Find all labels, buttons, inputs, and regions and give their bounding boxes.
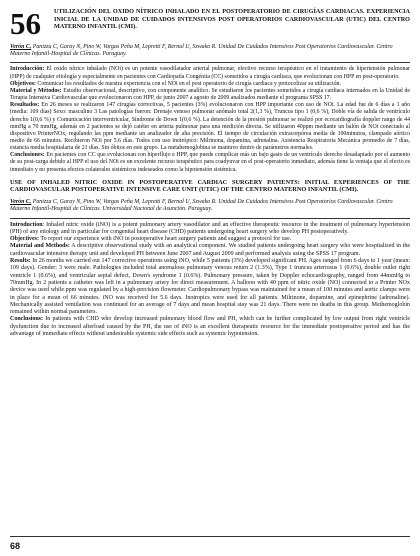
section-material-methods — [10, 243, 410, 258]
section-label: Introducción: — [10, 66, 45, 73]
section-text: En 26 meses se realizaron 147 cirugías correctivas, 5 pacientes (3%) evolucionaron con HPP importante con uso de NOi. La edad fue de 6 días a 1 año (media: 109 días) Sexo: masculino 3 Las patologías fueron: Drenaje venoso pulmonar anómalo total 2(1,3 %), Truncus tipo 1 (0,6 %), Doble vía de salida de ventrículo derecho 1(0,6 %) y Comunicación interventricular, Síndrome de Down 1(0,6 %). La detención de la presión pulmonar se realizó por ecocardiografía doppler rango de 44 mmHg a 70 mmHg, además en 2 pacientes se dejó catéter en arteria pulmonar para una medición directa. Se utilizaron 40ppm mediante un balón de NOi conectado al dispositivo PrinterNOx, regulando las ppm mediante un analizador de alta precisión. El tiempo de circulación extracorpórea media de 100minutos, clampado aórtico medio de 66 minutos. Recibieron NOi por 5.6 días. Todos con uso inotrópico: Milrinona, dopamina, adrenalina. Asistencia Respiratoria Mecánica promedio de 7 días, estancia media hospitalaria de 21 días. Sin óbitos en este grupo. La metahemoglobina se mantuvo dentro de parámetros normales. — [10, 102, 410, 152]
section-text: Estudio observacional, descriptivo, con componente analítico. Se estudiaron los pacientes sometidos a cirugía cardiaca internados en la Unidad de Terapia Intensiva Cardiovascular que evolucionaron con HPP, de junio 2007 a agosto de 2009 analizados mediante el programa SPSS 17. — [10, 87, 410, 102]
section-label: Objectives: — [10, 236, 39, 243]
section-label: Objetivos: — [10, 80, 36, 87]
section-resultados — [10, 102, 410, 152]
abstract-english — [10, 222, 410, 339]
author-list: Panizza C, Garay N, Pino W, Vargas Peña M, Lepretti F, Bernal U, Szwako R. Unidad De Cuidados Intensivos Post Operatorios Cardiovascular. Centro Materno Infantil-Hospital de Clínicas. Universidad Nacional de Asunción. Paraguay. — [10, 199, 393, 213]
section-label: Conclusions: — [10, 316, 44, 323]
article-header — [10, 8, 410, 39]
section-label: Introduction — [10, 221, 43, 228]
section-text: In patients with CHD who develop increased pulmonary blood flow and PH, which can be further complicated by low output from right ventricle dysfunction due to increased afterload caused by the PH, the use of iNO is an excellent therapeutic resource for the immediate postoperative period and has the advantage of immediate effects without undesirable systemic side effects such as systemic hypotension. — [10, 316, 410, 338]
section-objectives — [10, 236, 410, 243]
section-label: Material y Métodos: — [10, 87, 62, 94]
section-label: Resultados: — [10, 102, 40, 109]
author-list: Panizza C, Garay N, Pino W, Vargas Peña M, Lepretti F, Bernal U, Szwako R. Unidad De Cuidados Intensivos Post Operatorios Cardiovascular. Centro Materno Infantil-Hospital de Clínicas. Paraguay. — [10, 44, 393, 58]
authors-spanish — [10, 44, 410, 58]
section-conclusiones — [10, 152, 410, 173]
page-footer — [10, 536, 410, 551]
section-text: : Inhaled nitric oxide (iNO) is a potent pulmonary artery vasodilator and an effective therapeutic resource in the treatment of pulmonary hypertension (PH) of any etiology and in particular for congenital heart disease (CHD) patients undergoing heart surgery who develop PH postoperatively. — [10, 221, 410, 235]
section-text: En pacientes con CC que evolucionan con hiperflujo e HPP, que puede complicar más un bajo gasto de un ventrículo derecho desadaptado por el aumento de su post-carga debido al HPP el uso del NOi es un excelente recurso terapéutico para coadyuvar en el post-operatorio inmediato, además tiene la ventaja que el efecto es inmediato y no presenta efectos colaterales sistémicos indeseados como la hipotensión sistémica. — [10, 152, 410, 173]
section-text: In 26 months we carried out 147 corrective operations using iNO, while 5 patients (3%) developed significant PH. Ages ranged from 6 days to 1 year (mean: 109 days). Gender: 3 were male. Pathologies included total anomalous pulmonary venous return 2 (1.3%), Type 1 truncus arteriosus 1 (0.6%), double outlet right ventricle 1 (0.6%), and ventricular septal defect, Down's syndrome 1 (0.6%). Pulmonary pressure, taken by Doppler echocardiography, ranged from 44mmHg to 70mmHg. In 2 patients a catheter was left in a pulmonary artery for direct measurement. A balloon with 40 ppm of nitric oxide (NO) connected to a Printer NOx device was used while ppm was regulated by a high-precision flowmeter. Cardiopulmonary bypass was maintained for a mean of 100 minutes and aortic clamps were in place for a mean of 66 minutes. iNO was received for 5.6 days. Inotropics were used for all patients. Milrinone, dopamine, and epinephrine (adrenaline). Mechanically assisted ventilation was continued for an average of 7 days and mean hospital stay was 21 days. There were no deaths in this group. Methemoglobin remained within normal parameters. — [10, 258, 410, 316]
section-conclusions — [10, 316, 410, 338]
section-text: Comunicar los resultados de nuestra experiencia con el NOi en el post operatorio de cirugía cardiaca y protocolizar su utilización. — [35, 80, 341, 87]
section-text: A descriptive observational study with an analytical component. We studied patients undergoing heart surgery who were hospitalized in the cardiovascular intensive therapy unit and developed PH between June 2007 and August 2009 and performed analysis using the SPSS 17 program. — [10, 243, 411, 257]
section-results — [10, 258, 410, 316]
lead-author: Verón C, — [10, 199, 32, 206]
section-introduccion — [10, 66, 410, 80]
lead-author: Verón C, — [10, 44, 32, 50]
section-text: El oxido nítrico inhalado (NOi) es un potente vasodilatador arterial pulmonar, efectivo recurso terapéutico en el tratamiento de hipertensión pulmonar (HPP) de cualquier etiología y especialmente en pacientes con Cardiopatía Congénita (CC) sometidos a cirugía cardiaca, que evolucionan con HPP en post-operatorio. — [10, 66, 410, 80]
authors-english — [10, 199, 410, 213]
section-label: Results: — [10, 258, 31, 265]
title-spanish: UTILIZACIÓN DEL OXIDO NÍTRICO INHALADO EN EL POSTOPERATORIO DE CIRUGÍAS CARDIACAS. EXPERIENCIA INICIAL DE LA UNIDAD DE CUIDADOS INTENSIVOS POST OPERATORIOS CARDIOVASCULAR (UTIC) DEL CENTRO MATERNO INFANTIL (CMI). — [54, 8, 410, 31]
section-label: Conclusiones: — [10, 152, 45, 159]
title-english: USE OF INHALED NITRIC OXIDE IN POSTOPERATIVE CARDIAC SURGERY PATIENTS: INITIAL EXPERIENCES OF THE CARDIOVASCULAR POSTOPERATIVE INTENSIVE CARE UNIT (UTIC) OF THE CENTRO MATERNO INFANTIL (CMI). — [10, 178, 410, 194]
section-material-metodos — [10, 88, 410, 102]
section-objetivos — [10, 81, 410, 88]
abstract-number: 56 — [10, 6, 41, 41]
divider — [10, 218, 410, 219]
section-label: Material and Methods: — [10, 243, 70, 250]
page-number: 68 — [10, 541, 21, 551]
section-introduction — [10, 222, 410, 237]
divider — [10, 62, 410, 63]
abstract-spanish — [10, 66, 410, 173]
page — [10, 8, 410, 338]
section-text: To report our experience with iNO in postoperative heart surgery patients and suggest a protocol for use. — [39, 236, 292, 243]
